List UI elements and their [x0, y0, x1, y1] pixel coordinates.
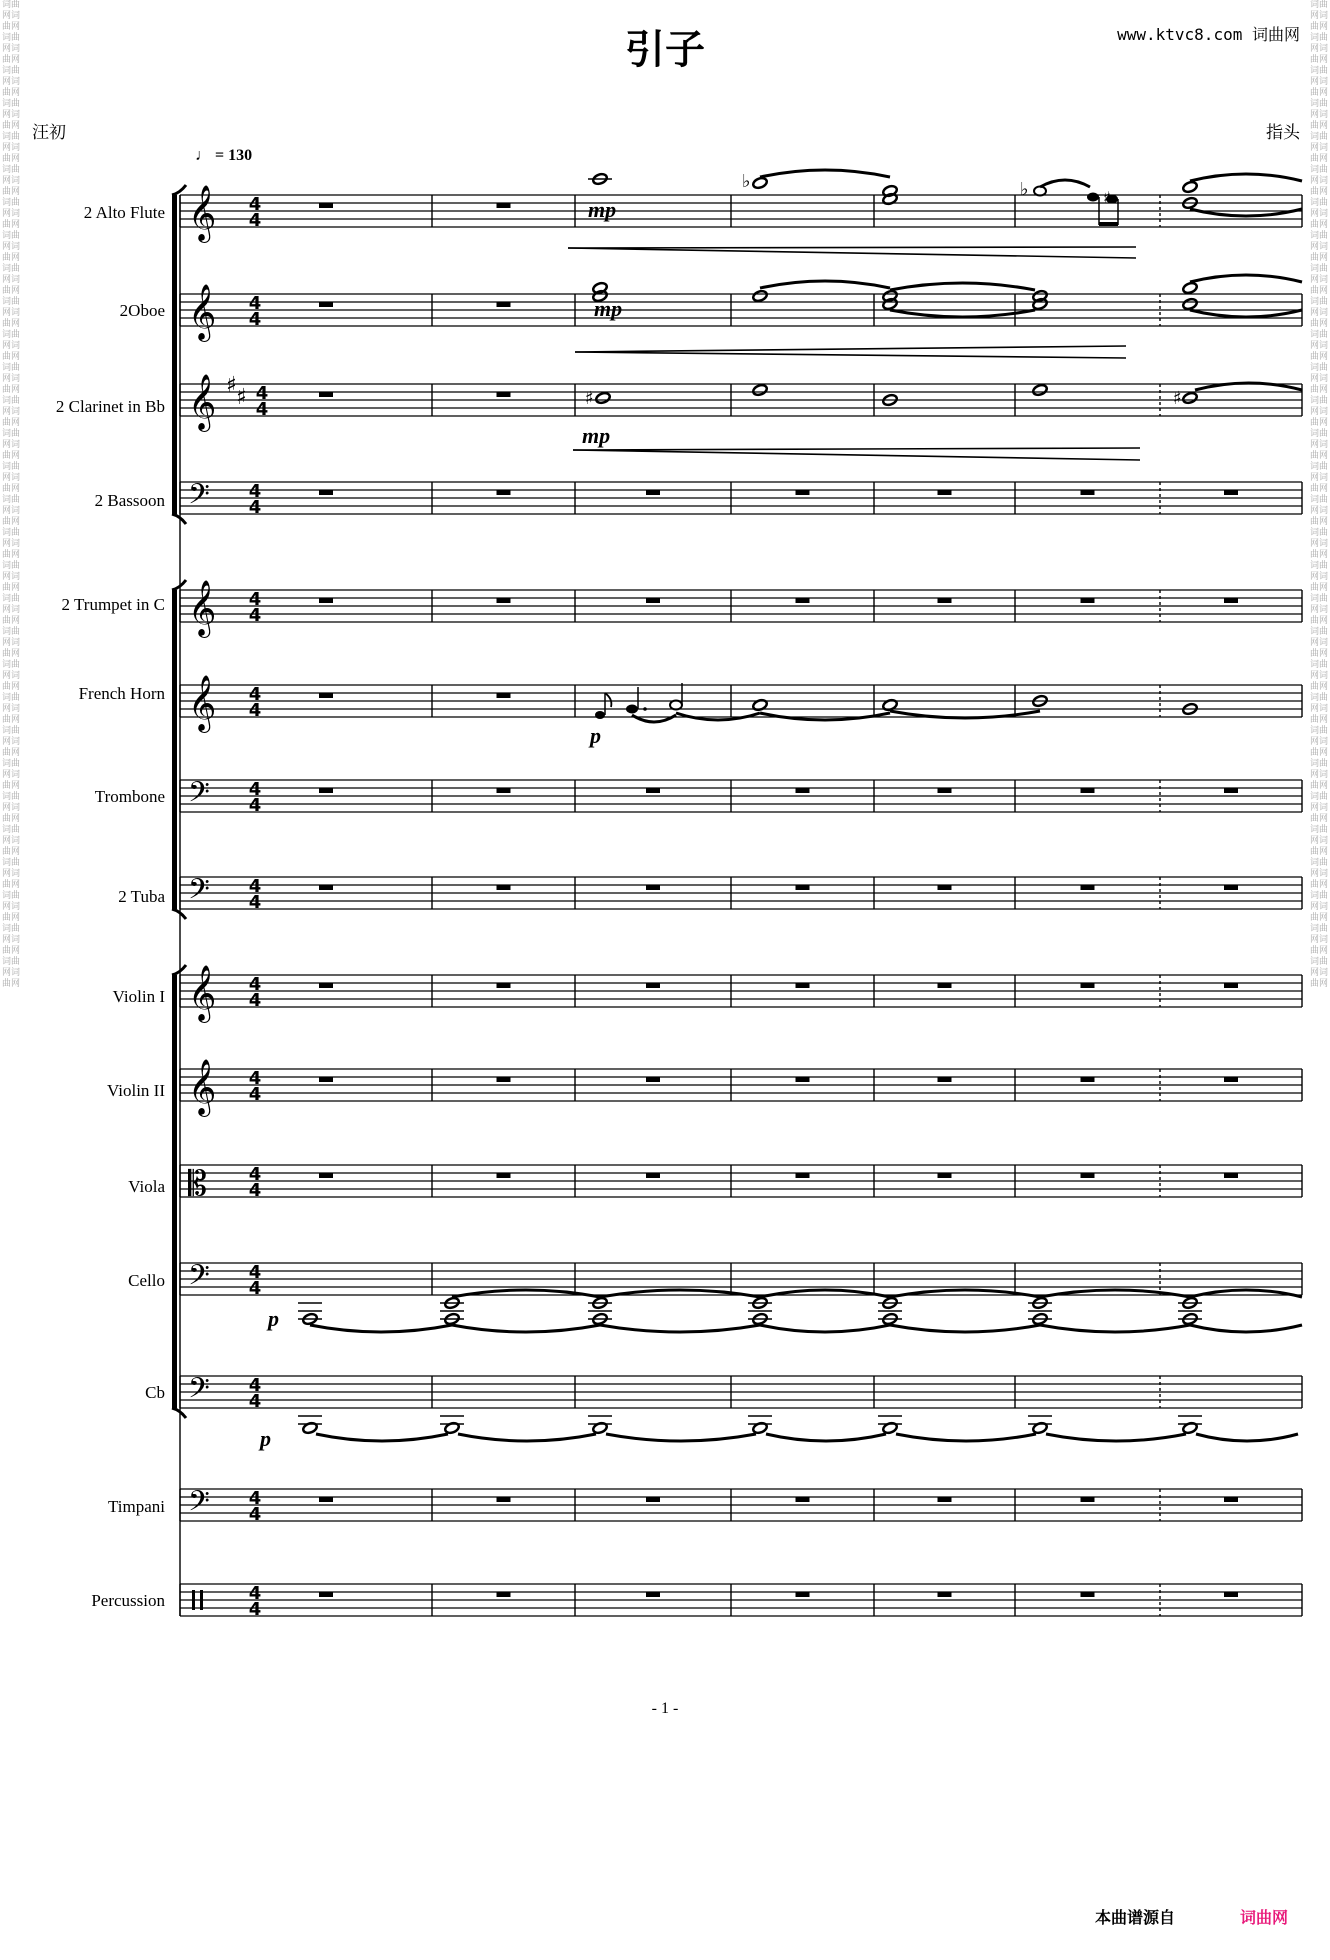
site-url[interactable]: www.ktvc8.com: [1117, 25, 1243, 44]
whole-note: [882, 698, 898, 711]
tie: [1040, 1325, 1190, 1332]
whole-note: [595, 391, 611, 404]
instrument-label: French Horn: [78, 684, 165, 703]
whole-rest: [938, 788, 952, 793]
whole-rest: [796, 885, 810, 890]
instrument-label: Percussion: [91, 1591, 165, 1610]
note-flag: [605, 693, 611, 707]
quarter-note-icon: ♩: [195, 147, 211, 164]
tie: [458, 1434, 596, 1441]
flute-hairpin-lower: [568, 247, 1136, 248]
eighth-note: [1087, 193, 1099, 202]
time-signature-denominator: 4: [248, 1278, 262, 1299]
instrument-label: Cb: [145, 1383, 165, 1402]
dynamic-marking-horn: p: [590, 723, 601, 748]
whole-rest: [646, 983, 660, 988]
whole-rest: [1081, 1592, 1095, 1597]
tie: [1046, 1434, 1186, 1441]
whole-rest: [646, 1077, 660, 1082]
whole-rest: [497, 490, 511, 495]
tie: [316, 1434, 448, 1441]
whole-rest: [1224, 598, 1238, 603]
whole-rest: [938, 983, 952, 988]
instrument-label: 2 Clarinet in Bb: [55, 397, 165, 416]
whole-note: [1032, 383, 1048, 396]
whole-note: [1182, 391, 1198, 404]
sharp-icon: ♯: [226, 373, 237, 398]
clarinet-hairpin-upper: [573, 448, 1140, 450]
whole-rest: [497, 392, 511, 397]
time-signature-numerator: 4: [248, 684, 262, 705]
whole-rest: [1081, 788, 1095, 793]
augmentation-dot: [643, 707, 647, 711]
whole-rest: [1224, 885, 1238, 890]
whole-rest: [1081, 1497, 1095, 1502]
whole-note: [752, 383, 768, 396]
tie: [760, 1290, 890, 1297]
side-watermark-right: 词曲网词曲网词曲网词曲网词曲网词曲网词曲网词曲网词曲网词曲网词曲网词曲网词曲网词曲网词曲网词曲网词曲网词曲网词曲网词曲网词曲网词曲网词曲网词曲网词曲网词曲网词曲网词曲网词曲网词曲网词曲网词曲网词曲网词曲网词曲网词曲网词曲网词曲网词曲网词曲网词曲网词曲网词曲网词曲网词曲网词曲网词曲网词曲网词曲网词曲网词曲网词曲网词曲网词曲网词曲网词曲网词曲网词曲网词曲网词曲网: [1310, 0, 1328, 989]
time-signature-denominator: 4: [248, 795, 262, 816]
whole-rest: [796, 1592, 810, 1597]
side-watermark-left: 词曲网词曲网词曲网词曲网词曲网词曲网词曲网词曲网词曲网词曲网词曲网词曲网词曲网词曲网词曲网词曲网词曲网词曲网词曲网词曲网词曲网词曲网词曲网词曲网词曲网词曲网词曲网词曲网词曲网词曲网词曲网词曲网词曲网词曲网词曲网词曲网词曲网词曲网词曲网词曲网词曲网词曲网词曲网词曲网词曲网词曲网词曲网词曲网词曲网词曲网词曲网词曲网词曲网词曲网词曲网词曲网词曲网词曲网词曲网词曲网: [2, 0, 20, 989]
treble-clef-icon: 𝄞: [188, 580, 217, 636]
whole-note: [752, 289, 768, 302]
tempo-value: = 130: [215, 147, 253, 164]
whole-rest: [646, 885, 660, 890]
bass-clef-icon: 𝄢: [188, 873, 210, 913]
time-signature-denominator: 4: [248, 309, 262, 330]
time-signature-numerator: 4: [248, 1375, 262, 1396]
time-signature-numerator: 4: [248, 1583, 262, 1604]
oboe-hairpin-upper: [575, 346, 1126, 352]
whole-rest: [646, 1497, 660, 1502]
tie: [1190, 209, 1302, 216]
tie: [1190, 1325, 1302, 1332]
whole-rest: [319, 788, 333, 793]
time-signature-numerator: 4: [248, 779, 262, 800]
whole-rest: [938, 1497, 952, 1502]
tie: [632, 715, 676, 722]
whole-rest: [497, 1173, 511, 1178]
site-name[interactable]: 词曲网: [1251, 25, 1300, 44]
tie: [890, 283, 1035, 290]
half-note: [1034, 187, 1046, 196]
whole-rest: [796, 1077, 810, 1082]
dynamic-marking-clarinet: mp: [582, 423, 611, 448]
instrument-label: 2 Bassoon: [94, 491, 165, 510]
whole-rest: [319, 1497, 333, 1502]
instrument-label: Violin II: [107, 1081, 165, 1100]
instrument-label: 2Oboe: [119, 301, 165, 320]
instrument-label: Trombone: [94, 787, 165, 806]
treble-clef-icon: 𝄞: [188, 675, 217, 731]
whole-rest: [497, 788, 511, 793]
time-signature-numerator: 4: [248, 1488, 262, 1509]
dynamic-marking-cello: p: [268, 1306, 279, 1331]
instrument-label: 2 Alto Flute: [83, 203, 165, 222]
time-signature-denominator: 4: [248, 497, 262, 518]
flute-hairpin-upper: [568, 248, 1136, 258]
tie: [760, 1325, 890, 1332]
whole-rest: [1081, 598, 1095, 603]
sharp-icon: ♯: [585, 388, 594, 409]
percussion-clef-icon: [200, 1590, 203, 1610]
time-signature-numerator: 4: [248, 1164, 262, 1185]
whole-rest: [1081, 1173, 1095, 1178]
instrument-label: Viola: [128, 1177, 165, 1196]
sharp-icon: ♯: [236, 385, 247, 410]
time-signature-denominator: 4: [248, 1180, 262, 1201]
footer-site-link[interactable]: 词曲网: [1240, 1908, 1289, 1927]
brass-bracket: [172, 590, 177, 909]
tie: [1190, 275, 1302, 282]
dynamic-marking-flute: mp: [588, 197, 617, 222]
whole-rest: [1224, 983, 1238, 988]
tie: [600, 1290, 760, 1297]
whole-rest: [1224, 1077, 1238, 1082]
time-signature-denominator: 4: [248, 990, 262, 1011]
woodwind-bracket-bottom: [172, 514, 186, 524]
time-signature-denominator: 4: [248, 892, 262, 913]
whole-rest: [1224, 1497, 1238, 1502]
time-signature-numerator: 4: [248, 1068, 262, 1089]
whole-rest: [497, 598, 511, 603]
whole-rest: [319, 1077, 333, 1082]
whole-rest: [319, 1592, 333, 1597]
tie: [1040, 1290, 1190, 1297]
instrument-label: Timpani: [107, 1497, 165, 1516]
tie: [1190, 310, 1302, 317]
time-signature-numerator: 4: [248, 293, 262, 314]
whole-rest: [646, 598, 660, 603]
woodwind-bracket-top: [172, 185, 186, 195]
whole-rest: [938, 598, 952, 603]
whole-rest: [319, 392, 333, 397]
time-signature-numerator: 4: [248, 1262, 262, 1283]
brass-bracket-top: [172, 580, 186, 590]
tie: [890, 1290, 1040, 1297]
tie: [760, 170, 890, 177]
whole-rest: [497, 693, 511, 698]
time-signature-numerator: 4: [248, 194, 262, 215]
tie: [452, 1325, 600, 1332]
treble-clef-icon: 𝄞: [188, 185, 217, 241]
time-signature-numerator: 4: [248, 481, 262, 502]
tie: [1040, 180, 1090, 187]
whole-note: [752, 176, 768, 189]
instrument-label: Cello: [128, 1271, 165, 1290]
whole-rest: [1224, 788, 1238, 793]
whole-rest: [796, 598, 810, 603]
time-signature-denominator: 4: [248, 1391, 262, 1412]
tie: [1190, 1290, 1302, 1297]
time-signature-numerator: 4: [248, 589, 262, 610]
whole-rest: [497, 1592, 511, 1597]
time-signature-denominator: 4: [248, 605, 262, 626]
alto-clef-icon: 𝄡: [188, 1164, 207, 1204]
whole-rest: [938, 1077, 952, 1082]
time-signature-numerator: 4: [248, 974, 262, 995]
tie: [452, 1290, 600, 1297]
whole-rest: [319, 490, 333, 495]
tie: [896, 1434, 1036, 1441]
flat-icon: ♭: [1020, 179, 1029, 200]
whole-note: [1182, 297, 1198, 310]
whole-note: [1182, 281, 1198, 294]
whole-rest: [497, 302, 511, 307]
treble-clef-icon: 𝄞: [188, 1059, 217, 1115]
oboe-hairpin-lower: [575, 352, 1126, 358]
arranger-credit: 指头: [1266, 123, 1300, 142]
time-signature-denominator: 4: [248, 1504, 262, 1525]
instrument-label: 2 Tuba: [118, 887, 165, 906]
dotted-quarter-note: [626, 705, 638, 714]
score-title: 引子: [625, 27, 705, 73]
whole-rest: [497, 885, 511, 890]
whole-rest: [1224, 1173, 1238, 1178]
whole-rest: [646, 788, 660, 793]
whole-rest: [319, 302, 333, 307]
whole-rest: [319, 693, 333, 698]
tie: [310, 1325, 452, 1332]
bass-clef-icon: 𝄢: [188, 478, 210, 518]
bass-clef-icon: 𝄢: [188, 1485, 210, 1525]
whole-rest: [497, 1077, 511, 1082]
page-number: - 1 -: [651, 1700, 679, 1717]
whole-rest: [1224, 490, 1238, 495]
half-note: [670, 701, 682, 710]
whole-rest: [796, 1173, 810, 1178]
bass-clef-icon: 𝄢: [188, 1372, 210, 1412]
whole-rest: [319, 598, 333, 603]
whole-rest: [938, 885, 952, 890]
time-signature-denominator: 4: [248, 1084, 262, 1105]
whole-rest: [938, 1173, 952, 1178]
time-signature-numerator: 4: [248, 876, 262, 897]
whole-rest: [497, 203, 511, 208]
treble-clef-icon: 𝄞: [188, 374, 217, 430]
whole-rest: [319, 1173, 333, 1178]
treble-clef-icon: 𝄞: [188, 284, 217, 340]
whole-rest: [646, 490, 660, 495]
flat-icon: ♭: [742, 171, 751, 192]
woodwind-bracket: [172, 195, 177, 514]
whole-note: [1182, 180, 1198, 193]
whole-rest: [796, 788, 810, 793]
tie: [606, 1434, 756, 1441]
brass-bracket-bottom: [172, 909, 186, 919]
time-signature-numerator: 4: [255, 383, 269, 404]
whole-rest: [1224, 1592, 1238, 1597]
strings-bracket-top: [172, 965, 186, 975]
grace-eighth-note: [595, 711, 605, 719]
bass-clef-icon: 𝄢: [188, 776, 210, 816]
sharp-icon: ♯: [1103, 188, 1111, 207]
whole-rest: [319, 983, 333, 988]
tie: [1196, 1434, 1298, 1441]
time-signature-denominator: 4: [248, 700, 262, 721]
tie: [766, 1434, 886, 1441]
tie: [760, 281, 890, 288]
whole-rest: [796, 490, 810, 495]
whole-rest: [1081, 885, 1095, 890]
whole-rest: [1081, 1077, 1095, 1082]
time-signature-denominator: 4: [255, 399, 269, 420]
time-signature-denominator: 4: [248, 210, 262, 231]
time-signature-denominator: 4: [248, 1599, 262, 1620]
whole-rest: [938, 1592, 952, 1597]
tie: [1190, 174, 1302, 181]
whole-rest: [497, 983, 511, 988]
strings-bracket-bottom: [172, 1408, 186, 1418]
whole-rest: [497, 1497, 511, 1502]
tie: [890, 310, 1035, 317]
tie: [890, 1325, 1040, 1332]
tie: [600, 1325, 760, 1332]
instrument-label: 2 Trumpet in C: [61, 595, 165, 614]
whole-rest: [796, 983, 810, 988]
whole-rest: [1081, 983, 1095, 988]
whole-rest: [938, 490, 952, 495]
percussion-clef-icon: [192, 1590, 195, 1610]
whole-note: [752, 698, 768, 711]
sharp-icon: ♯: [1173, 388, 1182, 409]
whole-rest: [1081, 490, 1095, 495]
beam: [1099, 222, 1118, 226]
footer-source-label: 本曲谱源自: [1095, 1908, 1176, 1927]
dynamic-marking-cb: p: [260, 1426, 271, 1451]
whole-rest: [646, 1592, 660, 1597]
whole-rest: [646, 1173, 660, 1178]
lyricist-credit: 汪初: [32, 123, 66, 142]
whole-rest: [319, 203, 333, 208]
treble-clef-icon: 𝄞: [188, 965, 217, 1021]
strings-bracket: [172, 975, 177, 1408]
whole-rest: [796, 1497, 810, 1502]
bass-clef-icon: 𝄢: [188, 1259, 210, 1299]
instrument-label: Violin I: [112, 987, 165, 1006]
whole-rest: [319, 885, 333, 890]
dynamic-marking-oboe: mp: [594, 296, 623, 321]
clarinet-hairpin-lower: [573, 450, 1140, 460]
